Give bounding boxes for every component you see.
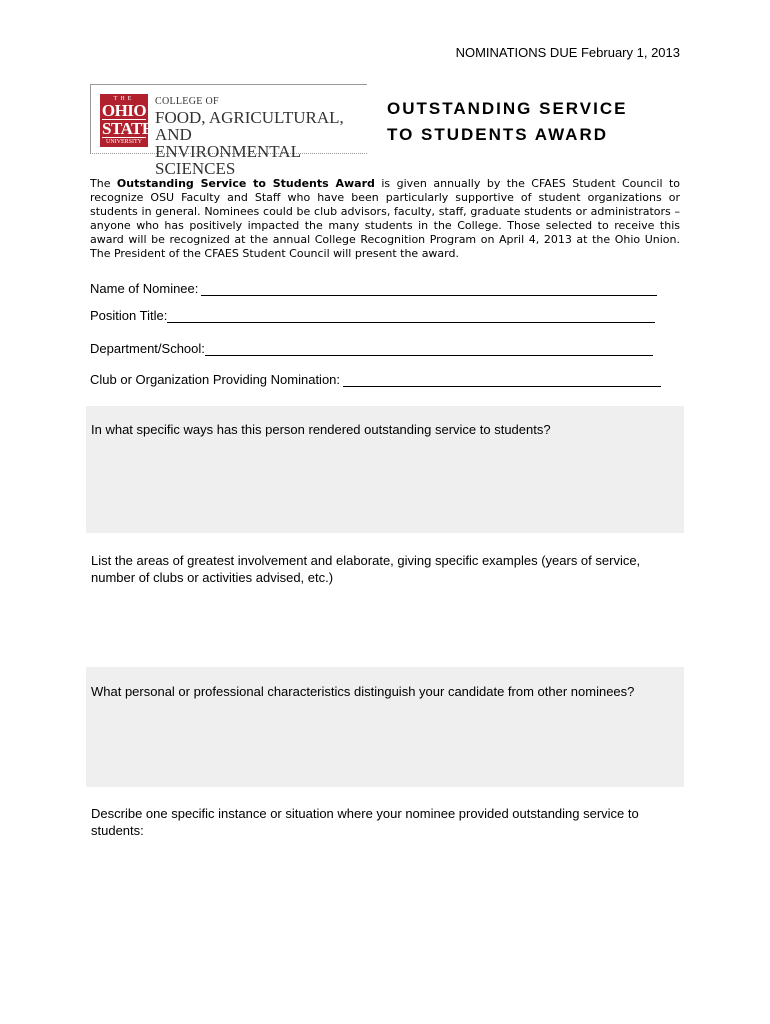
- question-1-box[interactable]: [86, 406, 684, 533]
- question-4-text: Describe one specific instance or situation where your nominee provided outstanding service to students:: [91, 806, 639, 838]
- award-title-line-2: TO STUDENTS AWARD: [387, 125, 609, 144]
- intro-prefix: The: [90, 177, 117, 190]
- college-line-3: ENVIRONMENTAL SCIENCES: [155, 142, 301, 178]
- award-description: [90, 177, 680, 261]
- award-title: [387, 96, 627, 148]
- club-organization-field[interactable]: [90, 372, 661, 387]
- department-field[interactable]: [90, 341, 653, 356]
- question-3-text: What personal or professional characteristics distinguish your candidate from other nominees?: [91, 684, 635, 699]
- seal-the: THE: [113, 96, 135, 102]
- seal-state: STATE: [102, 119, 153, 138]
- college-name: [155, 97, 367, 177]
- seal-university: UNIVERSITY: [106, 139, 142, 145]
- position-title-line[interactable]: [167, 309, 655, 323]
- ohio-state-seal: [100, 94, 153, 147]
- intro-award-name: Outstanding Service to Students Award: [116, 177, 375, 190]
- question-2-box[interactable]: [86, 537, 684, 664]
- question-2-text: List the areas of greatest involvement and elaborate, giving specific examples (years of service, number of clubs or activities advised, etc.): [91, 553, 641, 585]
- department-line[interactable]: [205, 342, 653, 356]
- question-3-box[interactable]: [86, 667, 684, 787]
- college-logo: [90, 84, 367, 178]
- seal-ohio: OHIO: [101, 101, 147, 120]
- position-title-field[interactable]: [90, 308, 655, 323]
- nominee-name-line[interactable]: [201, 282, 657, 296]
- question-1-text: In what specific ways has this person rendered outstanding service to students?: [91, 422, 551, 437]
- department-label: Department/School:: [90, 341, 205, 356]
- nominations-due-date: NOMINATIONS DUE February 1, 2013: [455, 45, 680, 60]
- college-line-2: FOOD, AGRICULTURAL, AND: [155, 108, 344, 144]
- position-title-label: Position Title:: [90, 308, 168, 323]
- college-line-1: COLLEGE OF: [155, 96, 219, 107]
- award-title-line-1: OUTSTANDING SERVICE: [387, 99, 628, 118]
- question-4-box[interactable]: [86, 789, 684, 989]
- nominee-name-label: Name of Nominee:: [90, 281, 199, 296]
- club-organization-line[interactable]: [343, 373, 661, 387]
- nominee-name-field[interactable]: [90, 281, 657, 296]
- club-organization-label: Club or Organization Providing Nomination:: [90, 372, 341, 387]
- intro-body: is given annually by the CFAES Student Council to recognize OSU Faculty and Staff who have been particularly supportive of student organizations or students in general. Nominees could be club advisors, faculty, staff, graduate students or administrators – anyone who has positively impacted the many students in the College. Those selected to receive this award will be recognized at the annual College Recognition Program on April 4, 2013 at the Ohio Union. The President of the CFAES Student Council will present the award.: [90, 177, 681, 260]
